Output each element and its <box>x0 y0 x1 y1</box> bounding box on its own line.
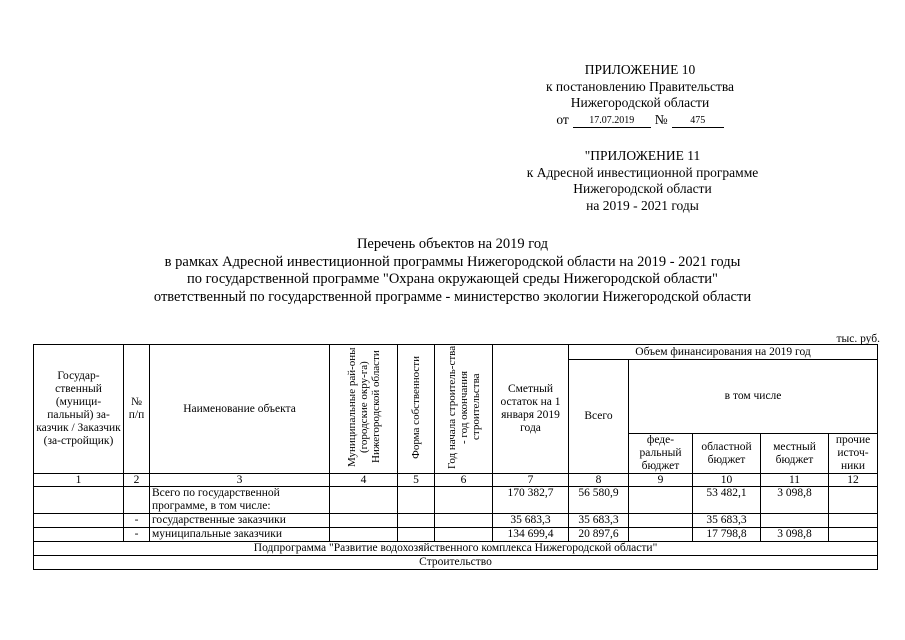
header-balance: Сметный остаток на 1 января 2019 года <box>493 345 569 474</box>
cell-local <box>761 514 829 528</box>
cell-ownership <box>398 528 435 542</box>
header-local: местный бюджет <box>761 434 829 474</box>
resolution-date: 17.07.2019 <box>573 115 651 128</box>
header-federal: феде-ральный бюджет <box>629 434 693 474</box>
col-number: 7 <box>493 474 569 487</box>
col-number: 11 <box>761 474 829 487</box>
header-ownership-text: Форма собственности <box>410 355 422 459</box>
section-title: Строительство <box>34 556 878 570</box>
cell-customer <box>34 514 124 528</box>
cell-years <box>435 514 493 528</box>
col-number: 4 <box>330 474 398 487</box>
cell-name: Всего по государственной программе, в том числе: <box>150 487 330 514</box>
cell-name: государственные заказчики <box>150 514 330 528</box>
section-row <box>34 556 878 570</box>
cell-total: 56 580,9 <box>569 487 629 514</box>
header-other: прочие источ-ники <box>829 434 878 474</box>
title-line-2: в рамках Адресной инвестиционной программы Нижегородской области на 2019 - 2021 годы <box>164 253 741 270</box>
ot-label: от <box>556 111 569 127</box>
header-object: Наименование объекта <box>150 345 330 474</box>
appendix-10-header <box>520 62 760 128</box>
cell-federal <box>629 528 693 542</box>
cell-federal <box>629 514 693 528</box>
cell-customer <box>34 487 124 514</box>
appendix-11-header <box>495 148 790 214</box>
appendix-11-line3: Нижегородской области <box>573 181 712 196</box>
header-total: Всего <box>569 360 629 474</box>
col-number: 8 <box>569 474 629 487</box>
title-line-4: ответственный по государственной программе - министерство экологии Нижегородской области <box>153 288 752 305</box>
cell-name: муниципальные заказчики <box>150 528 330 542</box>
resolution-date-line <box>556 112 723 129</box>
cell-regional: 35 683,3 <box>693 514 761 528</box>
cell-ownership <box>398 514 435 528</box>
appendix-10-line3: Нижегородской области <box>570 95 710 110</box>
cell-regional: 17 798,8 <box>693 528 761 542</box>
document-title <box>40 236 865 306</box>
cell-other <box>829 514 878 528</box>
appendix-11-title: "ПРИЛОЖЕНИЕ 11 <box>584 148 701 163</box>
header-years-text: Год начала строитель-ства - год окончания строительства <box>445 345 482 469</box>
table-row-state <box>34 514 878 528</box>
appendix-11-line2: к Адресной инвестиционной программе <box>526 164 759 180</box>
title-line-3: по государственной программе "Охрана окружающей среды Нижегородской области" <box>187 271 718 287</box>
cell-num: - <box>124 514 150 528</box>
subprogram-row <box>34 542 878 556</box>
cell-districts <box>330 514 398 528</box>
col-number: 1 <box>34 474 124 487</box>
cell-customer <box>34 528 124 542</box>
column-numbers-row <box>34 474 878 487</box>
col-number: 3 <box>150 474 330 487</box>
header-districts-text: Муниципальные рай-оны (городские окру-га) Нижегородской области <box>345 347 382 467</box>
header-num: № п/п <box>124 345 150 474</box>
cell-other <box>829 487 878 514</box>
appendix-10-line2: к постановлению Правительства <box>545 78 735 94</box>
resolution-number: 475 <box>672 115 724 128</box>
header-customer: Государ-ственный (муници-пальный) за-казчик / Заказчик (за-стройщик) <box>34 345 124 474</box>
col-number: 10 <box>693 474 761 487</box>
cell-regional: 53 482,1 <box>693 487 761 514</box>
col-number: 12 <box>829 474 878 487</box>
cell-balance: 170 382,7 <box>493 487 569 514</box>
cell-total: 35 683,3 <box>569 514 629 528</box>
cell-num: - <box>124 528 150 542</box>
header-including: в том числе <box>629 360 878 434</box>
col-number: 5 <box>398 474 435 487</box>
header-ownership <box>398 345 435 474</box>
cell-local: 3 098,8 <box>761 528 829 542</box>
cell-years <box>435 528 493 542</box>
col-number: 2 <box>124 474 150 487</box>
cell-balance: 134 699,4 <box>493 528 569 542</box>
table-row-municipal <box>34 528 878 542</box>
subprogram-title: Подпрограмма "Развитие водохозяйственного комплекса Нижегородской области" <box>34 542 878 556</box>
header-row-1 <box>34 345 878 360</box>
header-years <box>435 345 493 474</box>
unit-label: тыс. руб. <box>836 333 880 345</box>
cell-districts <box>330 487 398 514</box>
header-regional: областной бюджет <box>693 434 761 474</box>
col-number: 6 <box>435 474 493 487</box>
cell-ownership <box>398 487 435 514</box>
header-districts <box>330 345 398 474</box>
table-row-total <box>34 487 878 514</box>
cell-num <box>124 487 150 514</box>
cell-federal <box>629 487 693 514</box>
cell-total: 20 897,6 <box>569 528 629 542</box>
appendix-11-line4: на 2019 - 2021 годы <box>586 197 699 213</box>
objects-table <box>33 344 878 570</box>
header-funding: Объем финансирования на 2019 год <box>569 345 878 360</box>
number-label: № <box>654 111 668 127</box>
cell-other <box>829 528 878 542</box>
title-line-1: Перечень объектов на 2019 год <box>356 236 549 252</box>
cell-local: 3 098,8 <box>761 487 829 514</box>
cell-years <box>435 487 493 514</box>
cell-districts <box>330 528 398 542</box>
appendix-10-title: ПРИЛОЖЕНИЕ 10 <box>584 62 696 77</box>
col-number: 9 <box>629 474 693 487</box>
cell-balance: 35 683,3 <box>493 514 569 528</box>
